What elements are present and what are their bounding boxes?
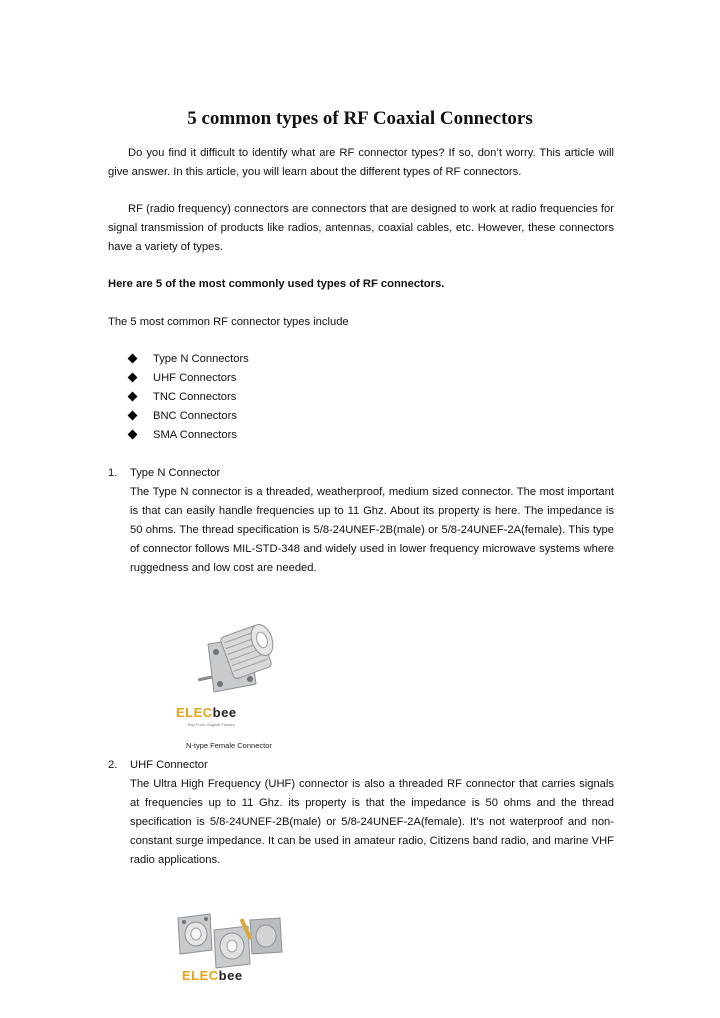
document-title: 5 common types of RF Coaxial Connectors xyxy=(187,108,533,129)
section-heading-uhf: 2. UHF Connector xyxy=(108,759,208,771)
diamond-bullet-icon xyxy=(128,392,138,402)
diamond-bullet-icon xyxy=(128,430,138,440)
section-heading-type-n: 1. Type N Connector xyxy=(108,467,221,479)
list-item: UHF Connectors xyxy=(128,369,249,388)
connector-type-list xyxy=(128,350,249,445)
list-item: TNC Connectors xyxy=(128,388,249,407)
diamond-bullet-icon xyxy=(128,354,138,364)
uhf-connector-image xyxy=(170,878,288,996)
elecbee-logo: ELECbee xyxy=(176,705,237,720)
list-item: Type N Connectors xyxy=(128,350,249,369)
list-item: SMA Connectors xyxy=(128,426,249,445)
list-intro: The 5 most common RF connector types include xyxy=(108,316,349,328)
bold-heading: Here are 5 of the most commonly used types of RF connectors. xyxy=(108,278,445,290)
elecbee-logo: ELECbee xyxy=(182,968,243,983)
list-item: BNC Connectors xyxy=(128,407,249,426)
diamond-bullet-icon xyxy=(128,411,138,421)
figure-caption: N-type Female Connector xyxy=(186,741,272,750)
section-body-type-n: The Type N connector is a threaded, weatherproof, medium sized connector. The most important is that can easily handle frequencies up to 11 Ghz. About its property is here. The impedance is 50 ohms. The thread specification is 5/8-24UNEF-2B(male) or 5/8-24UNEF-2A(female). This type of connector follows MIL-STD-348 and widely used in lower frequency microwave systems where ruggedness and low cost are needed. xyxy=(130,486,614,574)
logo-tagline: Buy From Original Factory xyxy=(188,722,235,727)
diamond-bullet-icon xyxy=(128,373,138,383)
n-type-connector-image xyxy=(158,582,312,736)
definition-paragraph: RF (radio frequency) connectors are connectors that are designed to work at radio frequencies for signal transmission of products like radios, antennas, coaxial cables, etc. However, these connectors have a variety of types. xyxy=(108,203,614,253)
intro-paragraph: Do you find it difficult to identify what are RF connector types? If so, don’t worry. This article will give answer. In this article, you will learn about the different types of RF connectors. xyxy=(108,147,614,178)
section-body-uhf: The Ultra High Frequency (UHF) connector is also a threaded RF connector that carries signals at frequencies up to 11 Ghz. its property is that the impedance is 50 ohms and the thread specification is 5/8-24UNEF-2B(male) or 5/8-24UNEF-2A(female). It’s not waterproof and non-constant surge impedance. It can be used in amateur radio, Citizens band radio, and marine VHF radio applications. xyxy=(130,778,614,866)
